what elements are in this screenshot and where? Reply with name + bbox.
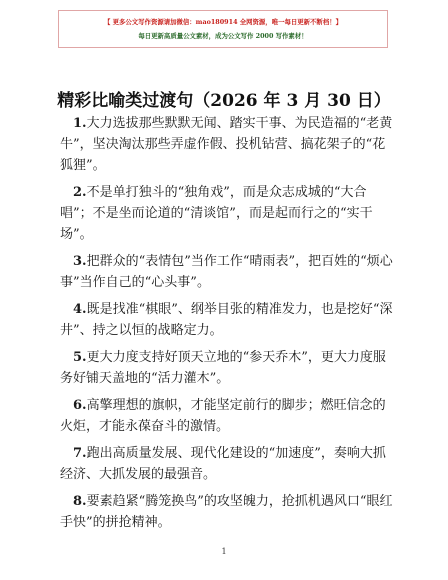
paragraph-number: 4. — [73, 302, 87, 317]
paragraph-2 — [60, 182, 395, 245]
paragraph-text: 高擎理想的旗帜，才能坚定前行的脚步；燃旺信念的火炬，才能永葆奋斗的激情。 — [60, 398, 386, 434]
paragraph-text: 要素趋紧“腾笼换鸟”的攻坚魄力，抢抓机遇风口“眼红手快”的拼抢精神。 — [60, 494, 393, 530]
page-number: 1 — [221, 547, 227, 556]
paragraph-7 — [60, 443, 395, 485]
paragraph-number: 8. — [73, 494, 87, 509]
paragraph-text: 不是单打独斗的“独角戏”，而是众志成城的“大合唱”；不是坐而论道的“清谈馆”，而是起而行之的“实干场”。 — [60, 185, 373, 242]
paragraph-6 — [60, 395, 395, 437]
promo-banner — [58, 10, 388, 48]
paragraph-text: 把群众的“表情包”当作工作“晴雨表”，把百姓的“烦心事”当作自己的“心头事”。 — [60, 254, 393, 290]
paragraph-text: 跑出高质量发展、现代化建设的“加速度”，奏响大抓经济、大抓发展的最强音。 — [60, 446, 386, 482]
paragraph-number: 3. — [73, 254, 87, 269]
paragraph-5 — [60, 347, 395, 389]
banner-line-1: 【 更多公文写作资源请加微信：mao180914 全网资源，唯一每日更新不断档！】 — [103, 18, 342, 26]
document-title: 精彩比喻类过渡句（2026 年 3 月 30 日） — [57, 91, 391, 111]
banner-line-2: 每日更新高质量公文素材，成为公文写作 2000 写作素材！ — [138, 32, 308, 40]
paragraph-3 — [60, 251, 395, 293]
paragraph-text: 大力选拔那些默默无闻、踏实干事、为民造福的“老黄牛”，坚决淘汰那些弄虚作假、投机钻营、搞花架子的“花狐狸”。 — [60, 116, 393, 173]
paragraph-text: 更大力度支持好顶天立地的“参天乔木”，更大力度服务好铺天盖地的“活力灌木”。 — [60, 350, 386, 386]
paragraph-1 — [60, 113, 395, 176]
paragraph-number: 6. — [73, 398, 87, 413]
paragraph-8 — [60, 491, 395, 533]
paragraph-4 — [60, 299, 395, 341]
paragraph-text: 既是找准“棋眼”、纲举目张的精准发力，也是挖好“深井”、持之以恒的战略定力。 — [60, 302, 393, 338]
paragraph-number: 7. — [73, 446, 87, 461]
paragraph-number: 2. — [73, 185, 87, 200]
paragraph-number: 5. — [73, 350, 87, 365]
document-body — [60, 113, 395, 539]
paragraph-number: 1. — [73, 116, 87, 131]
